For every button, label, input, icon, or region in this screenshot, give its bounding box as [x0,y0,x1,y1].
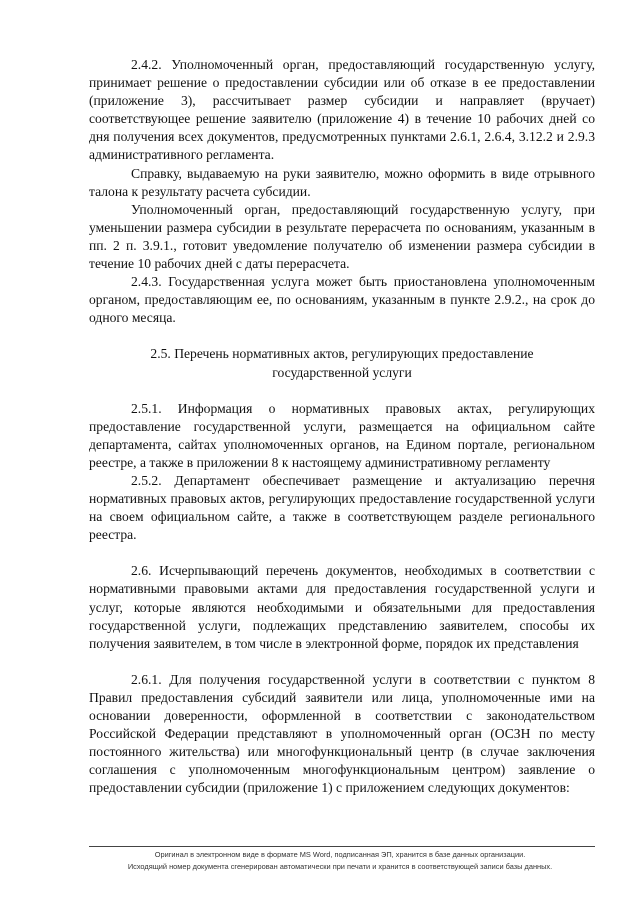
paragraph-2-5-1: 2.5.1. Информация о нормативных правовых актах, регулирующих предоставление государственной услуги, размещается на официальном сайте департамента, сайтах уполномоченных органов, на Едином портале, региональном реестре, а также в приложении 8 к настоящему административному регламенту [89,400,595,470]
footer-divider [89,846,595,847]
paragraph-certificate: Справку, выдаваемую на руки заявителю, можно оформить в виде отрывного талона к результату расчета субсидии. [89,165,595,199]
paragraph-2-4-3: 2.4.3. Государственная услуга может быть приостановлена уполномоченным органом, предоставляющим ее, по основаниям, указанным в пункте 2.9.2., на срок до одного месяца. [89,274,595,326]
paragraph-2-6: 2.6. Исчерпывающий перечень документов, необходимых в соответствии с нормативными правовыми актами для предоставления государственной услуги и услуг, которые являются необходимыми и обязательными для предоставления государственной услуги, подлежащих представлению заявителем, способы их получения заявителем, в том числе в электронной форме, порядок их представления [89,563,595,651]
footer-number-note: Исходящий номер документа сгенерирован автоматически при печати и хранится в соответствующей записи базы данных. [127,862,553,871]
paragraph-2-6-1: 2.6.1. Для получения государственной услуги в соответствии с пунктом 8 Правил предоставления субсидий заявители или лица, уполномоченные ими на основании доверенности, оформленной в соответствии с законодательством Российской Федерации представляют в уполномоченный орган (ОСЗН по месту постоянного жительства) или многофункциональный центр (в случае заключения соглашения с уполномоченным многофункциональным центром) заявление о предоставлении субсидии (приложение 1) с приложением следующих документов: [89,671,595,796]
paragraph-recalculation: Уполномоченный орган, предоставляющий государственную услугу, при уменьшении размера субсидии в результате перерасчета по основаниям, указанным в пп. 2 п. 3.9.1., готовит уведомление получателю об изменении размера субсидии в течение 10 рабочих дней с даты перерасчета. [89,201,595,272]
footer-original-note: Оригинал в электронном виде в формате MS Word, подписанная ЭП, хранится в базе данных организации. [154,850,526,859]
paragraph-2-5-2: 2.5.2. Департамент обеспечивает размещение и актуализацию перечня нормативных правовых актов, регулирующих предоставление государственной услуги на своем официальном сайте, а также в соответствующем разделе регионального реестра. [89,472,595,543]
paragraph-2-4-2: 2.4.2. Уполномоченный орган, предоставляющий государственную услугу, принимает решение о предоставлении субсидии или об отказе в ее предоставлении (приложение 3), рассчитывает размер субсидии и направляет (вручает) соответствующее решение заявителю (приложение 4) в течение 10 рабочих дней со дня получения всех документов, предусмотренных пунктами 2.6.1, 2.6.4, 3.12.2 и 2.9.3 административного регламента. [89,57,595,163]
document-body [89,56,595,797]
section-2-5-heading: 2.5. Перечень нормативных актов, регулирующих предоставление государственной услуги [150,346,534,380]
